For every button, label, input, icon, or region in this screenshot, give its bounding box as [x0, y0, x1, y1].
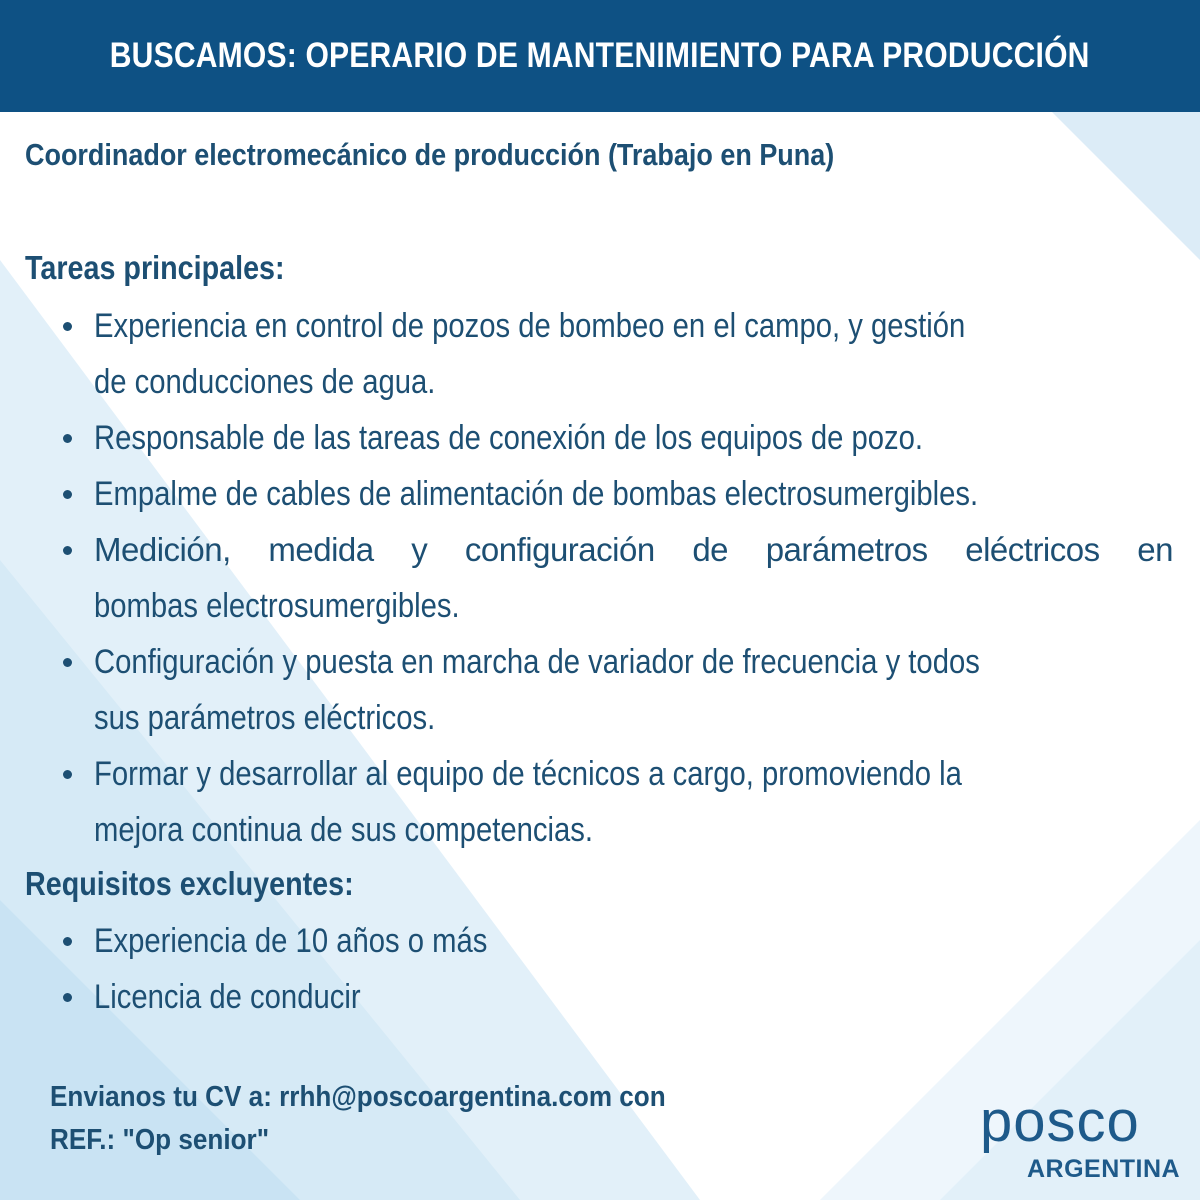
list-item — [0, 298, 1200, 410]
bullet-icon — [63, 770, 72, 779]
list-item-text: Configuración y puesta en marcha de variador de frecuencia y todos — [94, 643, 980, 681]
list-item — [0, 913, 1200, 969]
list-item-text: mejora continua de sus competencias. — [94, 811, 593, 849]
list-item-text: sus parámetros eléctricos. — [94, 699, 436, 737]
footer-cv-line: Envianos tu CV a: rrhh@poscoargentina.com con — [50, 1081, 666, 1113]
footer-ref-line: REF.: "Op senior" — [50, 1124, 270, 1156]
posco-logo-subtitle: ARGENTINA — [1027, 1155, 1181, 1183]
requirements-list — [0, 913, 1200, 1025]
bullet-icon — [63, 658, 72, 667]
tasks-list — [0, 298, 1200, 858]
list-item — [0, 466, 1200, 522]
tasks-heading: Tareas principales: — [25, 249, 285, 286]
bullet-icon — [63, 546, 72, 555]
list-item-text: Responsable de las tareas de conexión de los equipos de pozo. — [94, 419, 924, 457]
bullet-icon — [63, 490, 72, 499]
list-item-text: Empalme de cables de alimentación de bombas electrosumergibles. — [94, 475, 979, 513]
list-item — [0, 746, 1200, 858]
list-item-text: de conducciones de agua. — [94, 363, 436, 401]
posco-logo-wordmark: posco — [980, 1089, 1140, 1154]
list-item — [0, 969, 1200, 1025]
list-item-text: Experiencia en control de pozos de bombeo en el campo, y gestión — [94, 307, 966, 345]
requirements-heading: Requisitos excluyentes: — [25, 865, 354, 902]
list-item-text: Experiencia de 10 años o más — [94, 922, 488, 960]
header-title: BUSCAMOS: OPERARIO DE MANTENIMIENTO PARA PRODUCCIÓN — [110, 36, 1090, 75]
list-item — [0, 522, 1200, 634]
job-subtitle: Coordinador electromecánico de producción (Trabajo en Puna) — [25, 137, 835, 172]
bullet-icon — [63, 993, 72, 1002]
list-item-text: Formar y desarrollar al equipo de técnicos a cargo, promoviendo la — [94, 755, 962, 793]
bullet-icon — [63, 322, 72, 331]
list-item-text: bombas electrosumergibles. — [94, 587, 460, 625]
bullet-icon — [63, 434, 72, 443]
list-item — [0, 410, 1200, 466]
bullet-icon — [63, 937, 72, 946]
list-item-text: Medición, medida y configuración de parámetros eléctricos en — [94, 531, 1173, 568]
list-item — [0, 634, 1200, 746]
list-item-text: Licencia de conducir — [94, 978, 361, 1016]
